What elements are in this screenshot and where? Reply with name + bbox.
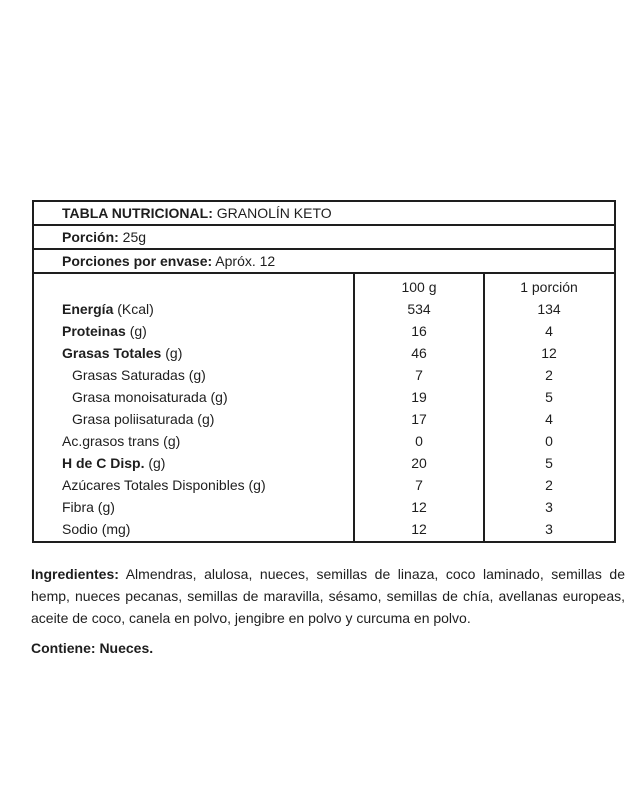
- row-value-portion: 4: [545, 323, 553, 339]
- row-label: (g): [125, 323, 147, 339]
- ingredients-label: Ingredientes:: [31, 566, 119, 582]
- row-value-portion: 3: [545, 499, 553, 515]
- row-label-bold: Energía: [62, 301, 114, 317]
- row-label: (g): [161, 345, 183, 361]
- row-value-100g: 7: [415, 367, 423, 383]
- row-value-portion: 2: [545, 367, 553, 383]
- row-value-100g: 16: [411, 323, 427, 339]
- row-value-portion: 2: [545, 477, 553, 493]
- row-label: Sodio (mg): [62, 521, 131, 537]
- row-value-100g: 534: [407, 301, 431, 317]
- table-row: [34, 342, 614, 364]
- row-value-100g: 20: [411, 455, 427, 471]
- servings-value: Apróx. 12: [212, 253, 276, 269]
- row-value-portion: 5: [545, 389, 553, 405]
- nutrition-table: [32, 200, 616, 543]
- row-value-portion: 134: [537, 301, 561, 317]
- ingredients-paragraph: [31, 563, 625, 629]
- row-value-100g: 17: [411, 411, 427, 427]
- row-value-100g: 12: [411, 521, 427, 537]
- ingredients-text: Almendras, alulosa, nueces, semillas de linaza, coco laminado, semillas de hemp, nueces pecanas, semillas de maravilla, sésamo, semillas de chía, avellanas europeas, aceite de coco, canela en polvo, jengibre en polvo y curcuma en polvo.: [31, 566, 625, 626]
- table-row: [34, 320, 614, 342]
- row-label: (g): [144, 455, 166, 471]
- col2-header: 1 porción: [520, 279, 578, 295]
- row-value-100g: 0: [415, 433, 423, 449]
- table-row: [34, 496, 614, 518]
- row-label-bold: Proteinas: [62, 323, 126, 339]
- row-label: Grasas Saturadas (g): [72, 367, 206, 383]
- row-value-100g: 19: [411, 389, 427, 405]
- row-label: (Kcal): [113, 301, 154, 317]
- column-header-row: [34, 276, 614, 298]
- row-value-100g: 12: [411, 499, 427, 515]
- table-row: [34, 408, 614, 430]
- servings-label: Porciones por envase:: [62, 253, 213, 269]
- table-title-value: GRANOLÍN KETO: [212, 205, 332, 221]
- row-label: Ac.grasos trans (g): [62, 433, 181, 449]
- table-row: [34, 386, 614, 408]
- row-value-portion: 12: [541, 345, 557, 361]
- row-value-portion: 3: [545, 521, 553, 537]
- row-value-portion: 0: [545, 433, 553, 449]
- row-label: Fibra (g): [62, 499, 115, 515]
- row-label-bold: Grasas Totales: [62, 345, 162, 361]
- servings-row: [34, 250, 614, 274]
- portion-label: Porción:: [62, 229, 119, 245]
- table-row: [34, 452, 614, 474]
- col1-header: 100 g: [401, 279, 437, 295]
- table-row: [34, 474, 614, 496]
- portion-row: [34, 226, 614, 250]
- row-value-100g: 46: [411, 345, 427, 361]
- row-label: Grasa poliisaturada (g): [72, 411, 215, 427]
- row-label: Azúcares Totales Disponibles (g): [62, 477, 266, 493]
- table-row: [34, 364, 614, 386]
- row-value-portion: 5: [545, 455, 553, 471]
- table-row: [34, 518, 614, 540]
- row-label: Grasa monoisaturada (g): [72, 389, 228, 405]
- row-value-portion: 4: [545, 411, 553, 427]
- allergen-statement: Contiene: Nueces.: [31, 640, 154, 656]
- row-value-100g: 7: [415, 477, 423, 493]
- nutrient-grid: [34, 274, 614, 541]
- table-row: [34, 298, 614, 320]
- portion-value: 25g: [118, 229, 147, 245]
- row-label-bold: H de C Disp.: [62, 455, 145, 471]
- table-row: [34, 430, 614, 452]
- table-title-label: TABLA NUTRICIONAL:: [62, 205, 213, 221]
- table-title-row: [34, 202, 614, 226]
